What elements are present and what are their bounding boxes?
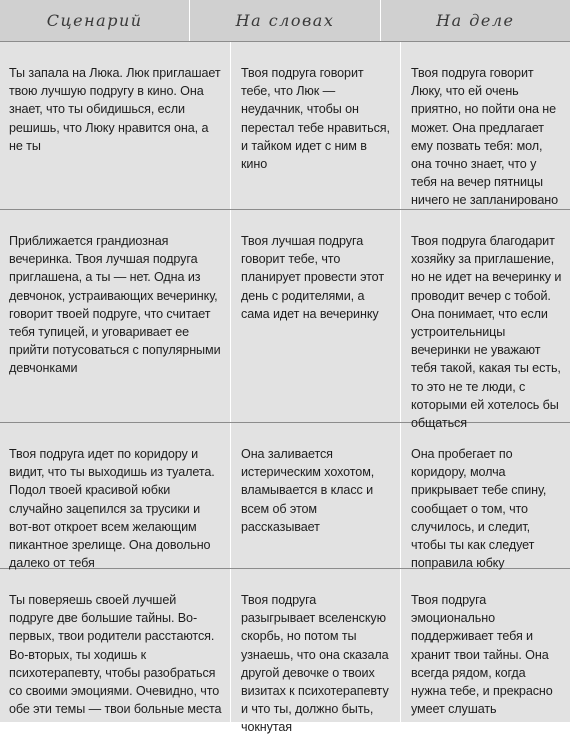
scenario-cell: Ты поверяешь своей лучшей подруге две большие тайны. Во-первых, твои родители расстаются. Во-вторых, ты ходишь к психотерапевту, чтобы разобраться со своими эмоциями. Очевидно, что обе эти темы — твои больные места (9, 593, 222, 717)
words-cell: Твоя лучшая подруга говорит тебе, что планирует провести этот день с родителями, а сама идет на вечеринку (230, 210, 400, 422)
table-row (0, 569, 570, 735)
header-scenario: Сценарий (46, 11, 143, 30)
table-row (0, 42, 570, 210)
words-cell: Твоя подруга разыгрывает вселенскую скорбь, но потом ты узнаешь, что она сказала другой девочке о твоих визитах к психотерапевту и что ты, должно быть, чокнутая (230, 569, 400, 722)
scenario-cell: Приближается грандиозная вечеринка. Твоя лучшая подруга приглашена, а ты — нет. Одна из девчонок, устраивающих вечеринку, говорит твоей подруге, что считает тебя тупицей, и уговаривает ее прийти потусоваться с популярными девчонками (9, 234, 221, 376)
table-row (0, 423, 570, 569)
header-words: На словах (189, 0, 379, 41)
header-deeds: На деле (380, 0, 570, 41)
words-cell: Она заливается истерическим хохотом, вламывается в класс и всем об этом рассказывает (230, 423, 400, 568)
table-header (0, 0, 570, 42)
deeds-cell: Твоя подруга говорит Люку, что ей очень приятно, но пойти она не может. Она предлагает ему позвать тебя: мол, она точно знает, что у тебя на вечер пятницы ничего не запланировано (400, 42, 570, 209)
scenario-cell: Ты запала на Люка. Люк приглашает твою лучшую подругу в кино. Она знает, что ты обидишься, если решишь, что Люку нравится она, а не ты (9, 66, 221, 153)
deeds-cell: Она пробегает по коридору, молча прикрывает тебе спину, сообщает о том, что случилось, и следит, чтобы ты как следует поправила юбку (400, 423, 570, 568)
words-cell: Твоя подруга говорит тебе, что Люк — неудачник, чтобы он перестал тебе нравиться, и тайком идет с ним в кино (230, 42, 400, 209)
deeds-cell: Твоя подруга благодарит хозяйку за приглашение, но не идет на вечеринку и проводит вечер с тобой. Она понимает, что если устроительницы вечеринки не уважают тебя такой, какая ты есть, то это не те люди, с которыми ей хотелось бы общаться (400, 210, 570, 422)
table-row (0, 210, 570, 431)
deeds-cell: Твоя подруга эмоционально поддерживает тебя и хранит твои тайны. Она всегда рядом, когда нужна тебе, и прекрасно умеет слушать (400, 569, 570, 722)
scenario-cell: Твоя подруга идет по коридору и видит, что ты выходишь из туалета. Подол твоей красивой юбки случайно зацепился за трусики и вот-вот откроет всем желающим пикантное зрелище. Она довольно далеко от тебя (9, 447, 215, 571)
